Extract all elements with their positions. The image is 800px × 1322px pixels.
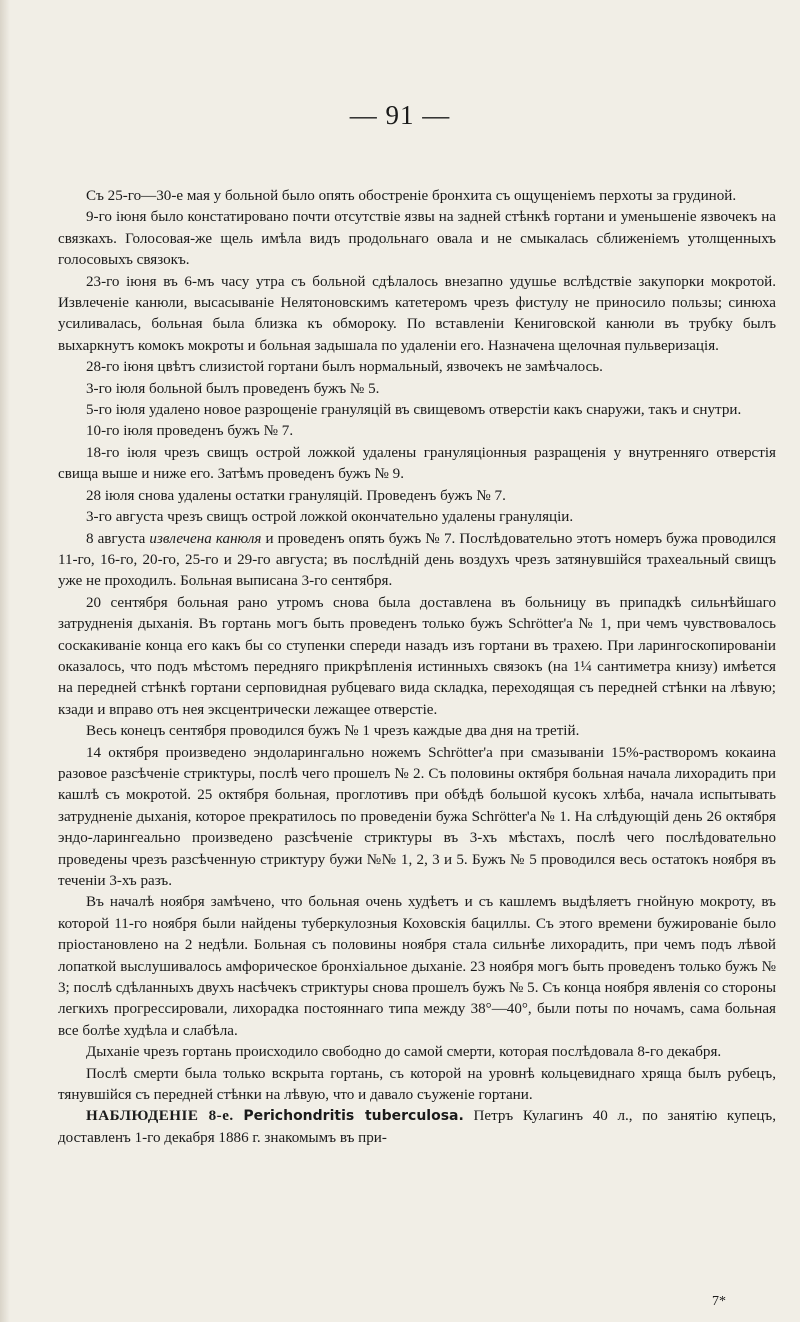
paragraph: 14 октября произведено эндоларингально ножемъ Schrötter'а при смазываніи 15%-растворомъ кокаина разовое разсѣченіе стриктуры, послѣ чего прошелъ № 2. Съ половины октября больная начала лихорадить при кашлѣ съ мокротой. 25 октября больная, проглотивъ при обѣдѣ большой кусокъ хлѣба, начала испытывать затрудненіе дыханія, которое прекратилось по проведеніи бужа Schrötter'а № 1. На слѣдующій день 26 октября эндо-ларингеально произведено разсѣченіе стриктуры въ 3-хъ мѣстахъ, послѣ чего послѣдовательно проведены чрезъ разсѣченную стриктуру бужи №№ 1, 2, 3 и 5. Бужъ № 5 проводился весь остатокъ ноября въ теченіи 3-хъ разъ. — [58, 744, 776, 889]
text-run: 8 августа — [86, 530, 150, 547]
paragraph: 9-го іюня было констатировано почти отсутствіе язвы на задней стѣнкѣ гортани и уменьшеніе язвочекъ на связкахъ. Голосовая-же щель имѣла видъ продольнаго овала и не смыкалась сближеніемъ утолщенныхъ голосовыхъ связокъ. — [58, 209, 776, 269]
page-number: — 91 — — [349, 100, 451, 130]
observation-paragraph — [58, 1106, 776, 1149]
paragraph: Послѣ смерти была только вскрыта гортань, съ которой на уровнѣ кольцевиднаго хряща былъ рубецъ, тянувшійся съ передней стѣнки на лѣвую, что и давало съуженіе гортани. — [58, 1065, 776, 1104]
page-edge-shadow — [0, 0, 10, 1322]
italic-text: извлечена канюля — [149, 530, 262, 547]
paragraph: Дыханіе чрезъ гортань происходило свободно до самой смерти, которая послѣдовала 8-го декабря. — [86, 1044, 722, 1061]
paragraph: Съ 25-го—30-е мая у больной было опять обостреніе бронхита съ ощущеніемъ перхоты за грудиной. — [86, 188, 737, 204]
observation-title: Perichondritis tuberculosa. — [243, 1108, 464, 1125]
paragraph: 18-го іюля чрезъ свищъ острой ложкой удалены грануляціонныя разращенія у внутренняго отверстія свища выше и ниже его. Затѣмъ проведенъ бужъ № 9. — [58, 444, 776, 483]
paragraph: 5-го іюля удалено новое разрощеніе грануляцій въ свищевомъ отверстіи какъ снаружи, такъ и снутри. — [86, 402, 742, 419]
paragraph: 28-го іюня цвѣтъ слизистой гортани былъ нормальный, язвочекъ не замѣчалось. — [86, 359, 603, 376]
paragraph: Въ началѣ ноября замѣчено, что больная очень худѣетъ и съ кашлемъ выдѣляетъ гнойную мокроту, въ которой 11-го ноября были найдены туберкулозныя Коховскія бациллы. Съ этого времени бужированіе было пріостановлено на 2 недѣли. Больная съ половины ноября стала сильнѣе лихорадить, при чемъ подъ лѣвой лопаткой выслушивалось амфорическое бронхіальное дыханіе. 23 ноября могъ быть проведенъ только бужъ № 3; послѣ сдѣланныхъ двухъ насѣчекъ стриктуры снова прошелъ бужъ № 5. Съ конца ноября явленія со стороны легкихъ прогрессировали, лихорадка постояннаго типа между 38°—40°, были поты по ночамъ, сама больная все болѣе худѣла и слабѣла. — [58, 894, 776, 1039]
text-run: и проведенъ опять бужъ № 7. Послѣдовательно этотъ номеръ бужа проводился 11-го, 16-го, 20-го, 25-го и 29-го августа; въ послѣдній день воздухъ чрезъ затянувшійся трахеальный свищъ уже не проходилъ. Больная выписана 3-го сентября. — [58, 530, 776, 590]
paragraph: Весь конецъ сентября проводился бужъ № 1 чрезъ каждые два дня на третій. — [86, 723, 580, 740]
paragraph: 3-го августа чрезъ свищъ острой ложкой окончательно удалены грануляціи. — [86, 509, 574, 526]
signature-mark: 7* — [712, 1294, 726, 1309]
paragraph: 20 сентября больная рано утромъ снова была доставлена въ больницу въ припадкѣ сильнѣйшаго затрудненія дыханія. Въ гортань могъ быть проведенъ только бужъ Schrötter'а № 1, при чемъ чувствовалось соскакиваніе конца его какъ бы со ступенки спереди назадъ изъ гортани въ трахею. При ларингоскопированіи оказалось, что подъ мѣстомъ передняго прикрѣпленія истинныхъ связокъ (на 1¼ сантиметра книзу) имѣется на передней стѣнкѣ гортани серповидная рубцеваго вида складка, переходящая съ передней стѣнки на лѣвую; кзади и вправо отъ нея эксцентрически лежащее отверстіе. — [58, 594, 776, 718]
body-text — [58, 186, 776, 1149]
paragraph-aug8 — [58, 529, 776, 593]
observation-text: Петръ Кулагинъ 40 л., по занятію купецъ, доставленъ 1-го декабря 1886 г. знакомымъ въ при- — [58, 1108, 776, 1146]
paragraph: 10-го іюля проведенъ бужъ № 7. — [86, 423, 294, 440]
paragraph: 23-го іюня въ 6-мъ часу утра съ больной сдѣлалось внезапно удушье вслѣдствіе закупорки мокротой. Извлеченіе канюли, высасываніе Нелятоновскимъ катетеромъ чрезъ фистулу не приносило пользы; синюха усиливалась, больная была близка къ обмороку. По вставленіи Кениговской канюли въ трубку былъ выхаркнутъ комокъ мокроты и больная задышала по удаленіи его. Назначена щелочная пульверизація. — [58, 273, 776, 354]
paragraph: 3-го іюля больной былъ проведенъ бужъ № 5. — [86, 380, 380, 397]
paragraph: 28 іюля снова удалены остатки грануляцій. Проведенъ бужъ № 7. — [86, 487, 506, 504]
observation-heading: НАБЛЮДЕНІЕ 8-е. — [86, 1108, 234, 1125]
